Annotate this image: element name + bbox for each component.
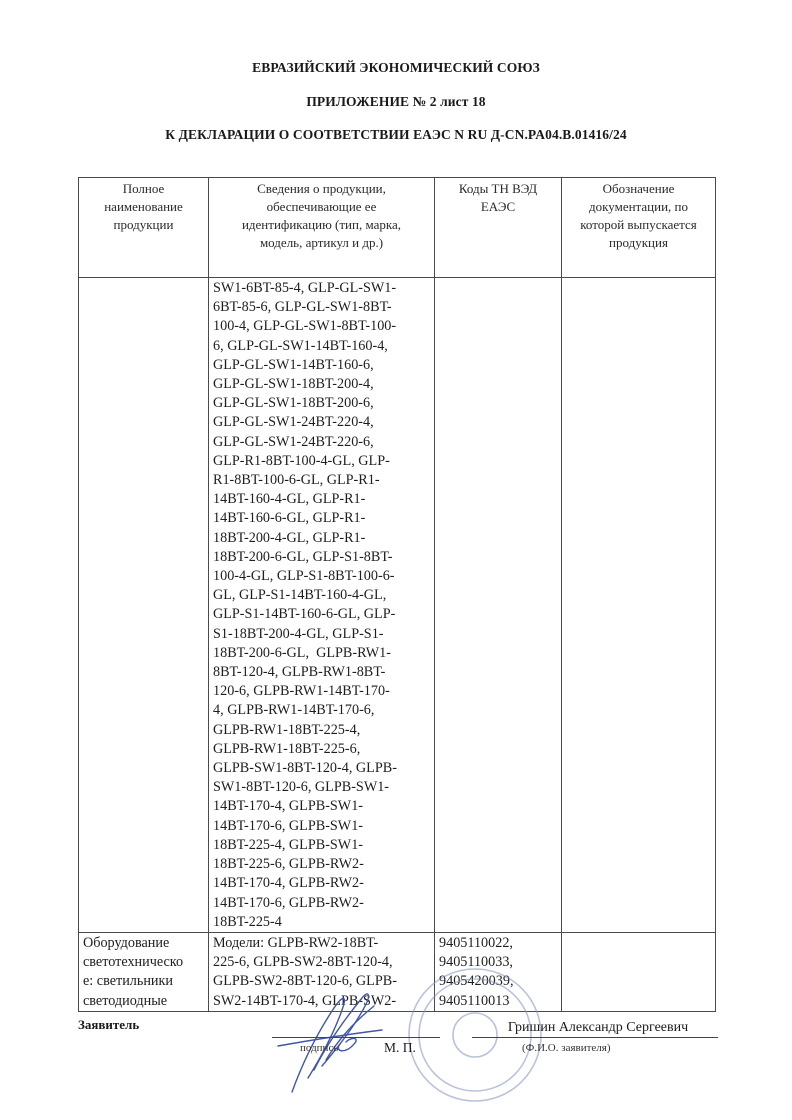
product-docs-cell <box>562 278 716 933</box>
product-name-cell <box>79 278 209 933</box>
col-header-docs: Обозначение документации, по которой выпускается продукция <box>562 178 716 278</box>
col-header-info: Сведения о продукции, обеспечивающие ее идентификацию (тип, марка, модель, артикул и др.) <box>209 178 435 278</box>
appendix-title: ПРИЛОЖЕНИЕ № 2 лист 18 <box>306 94 486 109</box>
declaration-title: К ДЕКЛАРАЦИИ О СООТВЕТСТВИИ ЕАЭС N RU Д-CN.PA04.B.01416/24 <box>165 127 627 142</box>
table-header-row <box>79 178 716 278</box>
product-docs-cell <box>562 932 716 1011</box>
col-header-name: Полное наименование продукции <box>79 178 209 278</box>
name-line <box>472 1037 718 1038</box>
signature-line <box>272 1037 440 1038</box>
products-table <box>78 177 716 1012</box>
product-codes-cell: 9405110022, 9405110033, 9405420039, 9405110013 <box>435 932 562 1011</box>
signature-caption: подпись <box>300 1042 339 1054</box>
applicant-label: Заявитель <box>78 1017 140 1032</box>
product-info-cell: Модели: GLPB-RW2-18BT- 225-6, GLPB-SW2-8BT-120-4, GLPB-SW2-8BT-120-6, GLPB- SW2-14BT-170-4, GLPB-SW2- <box>209 932 435 1011</box>
table-row <box>79 278 716 933</box>
product-name-cell: Оборудование светотехническо е: светильники светодиодные <box>79 932 209 1011</box>
col-header-codes: Коды ТН ВЭД ЕАЭС <box>435 178 562 278</box>
name-caption: (Ф.И.О. заявителя) <box>522 1042 611 1054</box>
union-title: ЕВРАЗИЙСКИЙ ЭКОНОМИЧЕСКИЙ СОЮЗ <box>252 60 540 75</box>
product-codes-cell <box>435 278 562 933</box>
seal-label: М. П. <box>384 1040 416 1055</box>
applicant-name: Гришин Александр Сергеевич <box>507 1020 689 1035</box>
product-info-cell: SW1-6BT-85-4, GLP-GL-SW1- 6BT-85-6, GLP-GL-SW1-8BT- 100-4, GLP-GL-SW1-8BT-100- 6, GLP-GL-SW1-14BT-160-4, GLP-GL-SW1-14BT-160-6, GLP-GL-SW1-18BT-200-4, GLP-GL-SW1-18BT-200-6, GLP-GL-SW1-24BT-220-4, GLP-GL-SW1-24BT-220-6, GLP-R1-8BT-100-4-GL, GLP- R1-8BT-100-6-GL, GLP-R1- 14BT-160-4-GL, GLP-R1- 14BT-160-6-GL, GLP-R1- 18BT-200-4-GL, GLP-R1- 18BT-200-6-GL, GLP-S1-8BT- 100-4-GL, GLP-S1-8BT-100-6- GL, GLP-S1-14BT-160-4-GL, GLP-S1-14BT-160-6-GL, GLP- S1-18BT-200-4-GL, GLP-S1- 18BT-200-6-GL, GLPB-RW1- 8BT-120-4, GLPB-RW1-8BT- 120-6, GLPB-RW1-14BT-170- 4, GLPB-RW1-14BT-170-6, GLPB-RW1-18BT-225-4, GLPB-RW1-18BT-225-6, GLPB-SW1-8BT-120-4, GLPB- SW1-8BT-120-6, GLPB-SW1- 14BT-170-4, GLPB-SW1- 14BT-170-6, GLPB-SW1- 18BT-225-4, GLPB-SW1- 18BT-225-6, GLPB-RW2- 14BT-170-4, GLPB-RW2- 14BT-170-6, GLPB-RW2- 18BT-225-4 <box>209 278 435 933</box>
